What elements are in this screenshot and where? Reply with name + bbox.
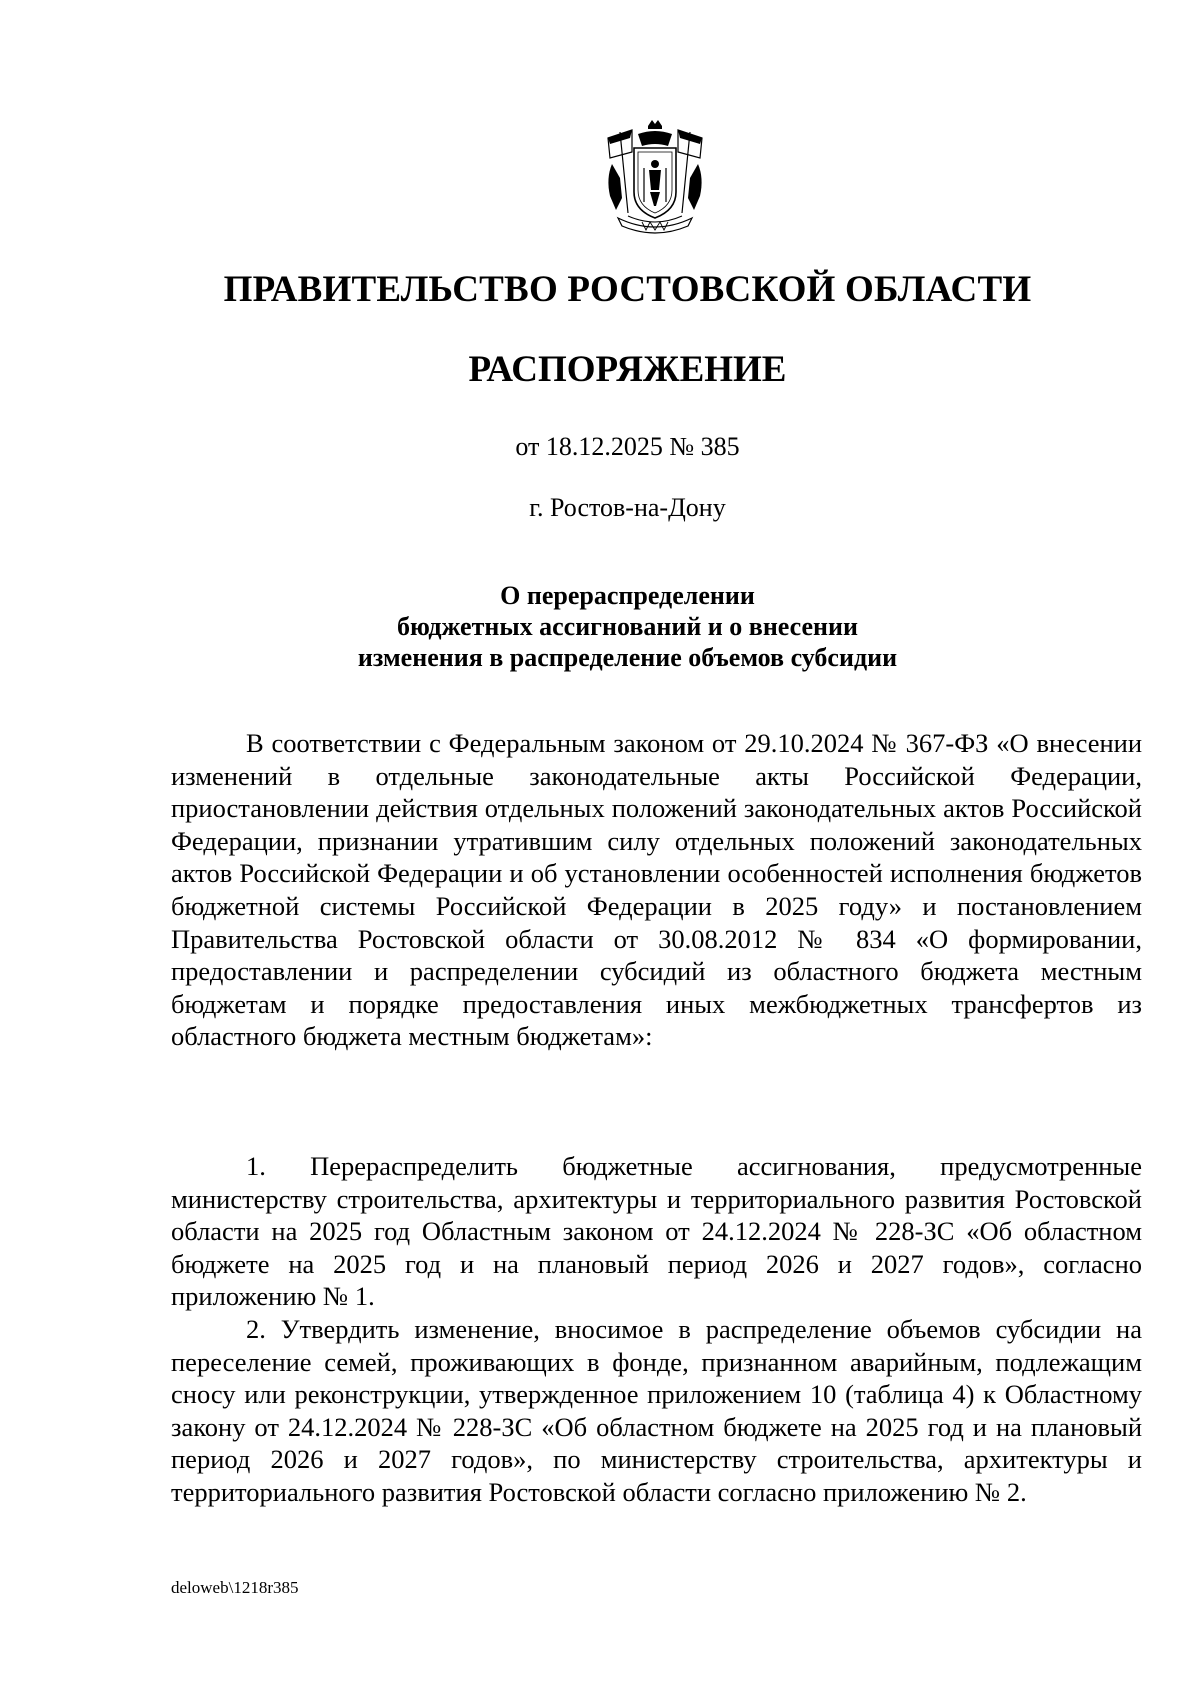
preamble-paragraph: В соответствии с Федеральным законом от 29.10.2024 № 367-ФЗ «О внесении изменений в отдельные законодательные акты Российской Федерации, приостановлении действия отдельных положений законодательных актов Российской Федерации, признании утратившим силу отдельных положений законодательных актов Российской Федерации и об установлении особенностей исполнения бюджетов бюджетной системы Российской Федерации в 2025 году» и постановлением Правительства Ростовской области от 30.08.2012 № 834 «О формировании, предоставлении и распределении субсидий из областного бюджета местным бюджетам и порядке предоставления иных межбюджетных трансфертов из областного бюджета местным бюджетам»:	[171, 728, 1142, 1052]
preamble-section	[171, 727, 1142, 1053]
document-subject	[0, 580, 1200, 673]
subject-line: изменения в распределение объемов субсидии	[357, 643, 898, 672]
subject-line: О перераспределении	[500, 581, 755, 610]
coat-of-arms-icon	[598, 118, 712, 238]
document-city: г. Ростов-на-Дону	[529, 493, 726, 522]
item-1-paragraph: 1. Перераспределить бюджетные ассигнования, предусмотренные министерству строительства, архитектуры и территориального развития Ростовской области на 2025 год Областным законом от 24.12.2024 № 228-ЗС «Об областном бюджете на 2025 год и на плановый период 2026 и 2027 годов», согласно приложению № 1.	[171, 1151, 1142, 1312]
government-title: ПРАВИТЕЛЬСТВО РОСТОВСКОЙ ОБЛАСТИ	[223, 269, 1032, 310]
items-section	[171, 1150, 1142, 1509]
item-2-paragraph: 2. Утвердить изменение, вносимое в распределение объемов субсидии на переселение семей, проживающих в фонде, признанном аварийным, подлежащим сносу или реконструкции, утвержденное приложением 10 (таблица 4) к Областному закону от 24.12.2024 № 228-ЗС «Об областном бюджете на 2025 год и на плановый период 2026 и 2027 годов», по министерству строительства, архитектуры и территориального развития Ростовской области согласно приложению № 2.	[171, 1313, 1142, 1507]
document-type: РАСПОРЯЖЕНИЕ	[468, 349, 787, 390]
file-code: deloweb\1218r385	[171, 1578, 299, 1597]
document-date-number: от 18.12.2025 № 385	[515, 432, 740, 461]
subject-line: бюджетных ассигнований и о внесении	[396, 612, 859, 641]
